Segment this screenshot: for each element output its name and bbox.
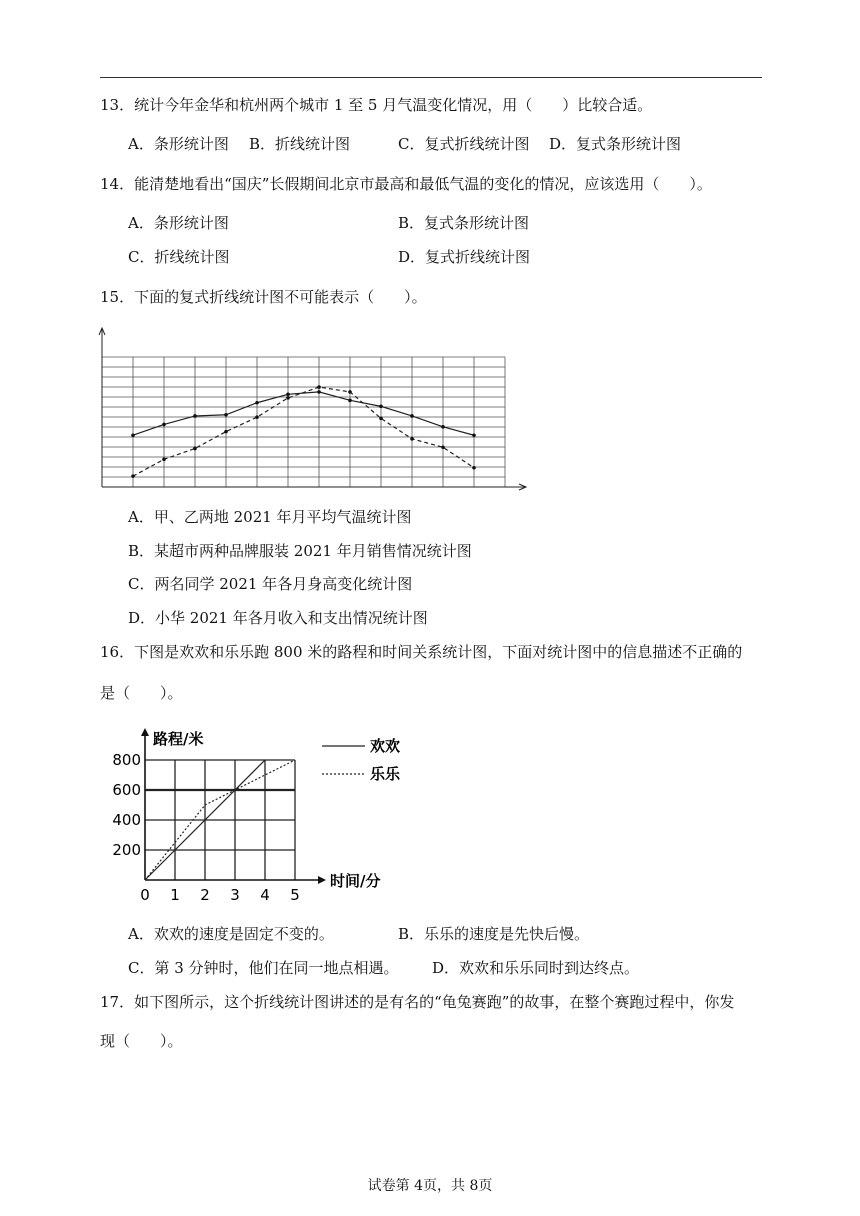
q14-option-b[interactable]: B．复式条形统计图 xyxy=(398,214,530,232)
x-tick-label: 5 xyxy=(290,886,300,904)
q14-option-d[interactable]: D．复式折线统计图 xyxy=(398,248,531,266)
y-tick-label: 600 xyxy=(112,781,141,799)
series-solid-point xyxy=(193,414,197,418)
series-solid-point xyxy=(286,393,290,397)
series-solid-point xyxy=(317,390,321,394)
q15-option-c[interactable]: C．两名同学 2021 年各月身高变化统计图 xyxy=(128,575,413,593)
y-axis-arrow xyxy=(141,728,149,736)
page-footer: 试卷第 4页，共 8页 xyxy=(367,1178,493,1194)
q16-distance-time-chart xyxy=(100,722,420,907)
series-dashed-point xyxy=(255,415,259,419)
q15-chart-series xyxy=(131,385,476,478)
question-16-stem-line2: 是（ ）。 xyxy=(100,684,183,702)
q13-option-a[interactable]: A．条形统计图 xyxy=(128,135,229,153)
series-solid-point xyxy=(441,425,445,429)
series-dashed-point xyxy=(224,430,228,434)
y-axis-label: 路程/米 xyxy=(153,730,204,748)
series-solid-point xyxy=(410,414,414,418)
series-solid-point xyxy=(379,405,383,409)
y-tick-label: 200 xyxy=(112,841,141,859)
q13-option-c[interactable]: C．复式折线统计图 xyxy=(398,135,530,153)
q16-option-b[interactable]: B．乐乐的速度是先快后慢。 xyxy=(398,925,590,943)
x-tick-label: 2 xyxy=(200,886,210,904)
q15-line-chart xyxy=(95,325,535,495)
series-dashed-point xyxy=(317,385,321,389)
q13-option-b[interactable]: B．折线统计图 xyxy=(249,135,351,153)
question-17-stem-line2: 现（ ）。 xyxy=(100,1032,183,1050)
series-dashed-point xyxy=(379,417,383,421)
q16-chart-labels xyxy=(112,730,401,904)
series-solid-point xyxy=(224,413,228,417)
legend-label-lele: 乐乐 xyxy=(370,765,401,783)
series-solid-point xyxy=(131,433,135,437)
q14-option-a[interactable]: A．条形统计图 xyxy=(128,214,229,232)
y-tick-label: 800 xyxy=(112,751,141,769)
x-tick-label: 3 xyxy=(230,886,240,904)
q16-option-d[interactable]: D．欢欢和乐乐同时到达终点。 xyxy=(432,959,640,977)
series-solid-point xyxy=(255,401,259,405)
q15-chart-grid xyxy=(102,357,505,487)
series-dashed-point xyxy=(131,474,135,478)
series-dashed-point xyxy=(348,390,352,394)
x-tick-label: 1 xyxy=(170,886,180,904)
series-dashed-point xyxy=(472,466,476,470)
series-solid-point xyxy=(472,433,476,437)
question-14-stem: 14．能清楚地看出“国庆”长假期间北京市最高和最低气温的变化的情况，应该选用（ ）。 xyxy=(100,175,712,193)
header-rule xyxy=(100,77,762,78)
q13-option-d[interactable]: D．复式条形统计图 xyxy=(549,135,682,153)
x-tick-label: 4 xyxy=(260,886,270,904)
series-solid-point xyxy=(162,423,166,427)
x-tick-label: 0 xyxy=(140,886,150,904)
question-16-stem-line1: 16．下图是欢欢和乐乐跑 800 米的路程和时间关系统计图，下面对统计图中的信息描述不正确的 xyxy=(100,643,743,661)
series-solid-line xyxy=(133,392,474,435)
series-dashed-point xyxy=(286,396,290,400)
q16-option-c[interactable]: C．第 3 分钟时，他们在同一地点相遇。 xyxy=(128,959,399,977)
question-15-stem: 15．下面的复式折线统计图不可能表示（ ）。 xyxy=(100,288,427,306)
question-13-stem: 13．统计今年金华和杭州两个城市 1 至 5 月气温变化情况，用（ ）比较合适。 xyxy=(100,96,653,114)
series-dashed-point xyxy=(162,458,166,462)
series-solid-point xyxy=(348,399,352,403)
x-axis-label: 时间/分 xyxy=(330,872,381,890)
series-dashed-point xyxy=(410,437,414,441)
x-axis-arrow xyxy=(318,876,326,884)
q15-option-d[interactable]: D．小华 2021 年各月收入和支出情况统计图 xyxy=(128,609,428,627)
y-tick-label: 400 xyxy=(112,811,141,829)
series-dashed-point xyxy=(193,447,197,451)
legend-label-huanhuan: 欢欢 xyxy=(370,737,401,755)
series-dashed-point xyxy=(441,445,445,449)
q15-chart-axes xyxy=(99,328,526,490)
q15-option-b[interactable]: B．某超市两种品牌服装 2021 年月销售情况统计图 xyxy=(128,542,472,560)
q14-option-c[interactable]: C．折线统计图 xyxy=(128,248,230,266)
question-17-stem-line1: 17．如下图所示，这个折线统计图讲述的是有名的“龟兔赛跑”的故事，在整个赛跑过程中，你发 xyxy=(100,993,735,1011)
series-dashed-line xyxy=(133,387,474,476)
q16-chart-grid xyxy=(145,760,295,880)
q15-option-a[interactable]: A．甲、乙两地 2021 年月平均气温统计图 xyxy=(128,508,412,526)
q16-chart-axes xyxy=(141,728,326,884)
q16-option-a[interactable]: A．欢欢的速度是固定不变的。 xyxy=(128,925,334,943)
